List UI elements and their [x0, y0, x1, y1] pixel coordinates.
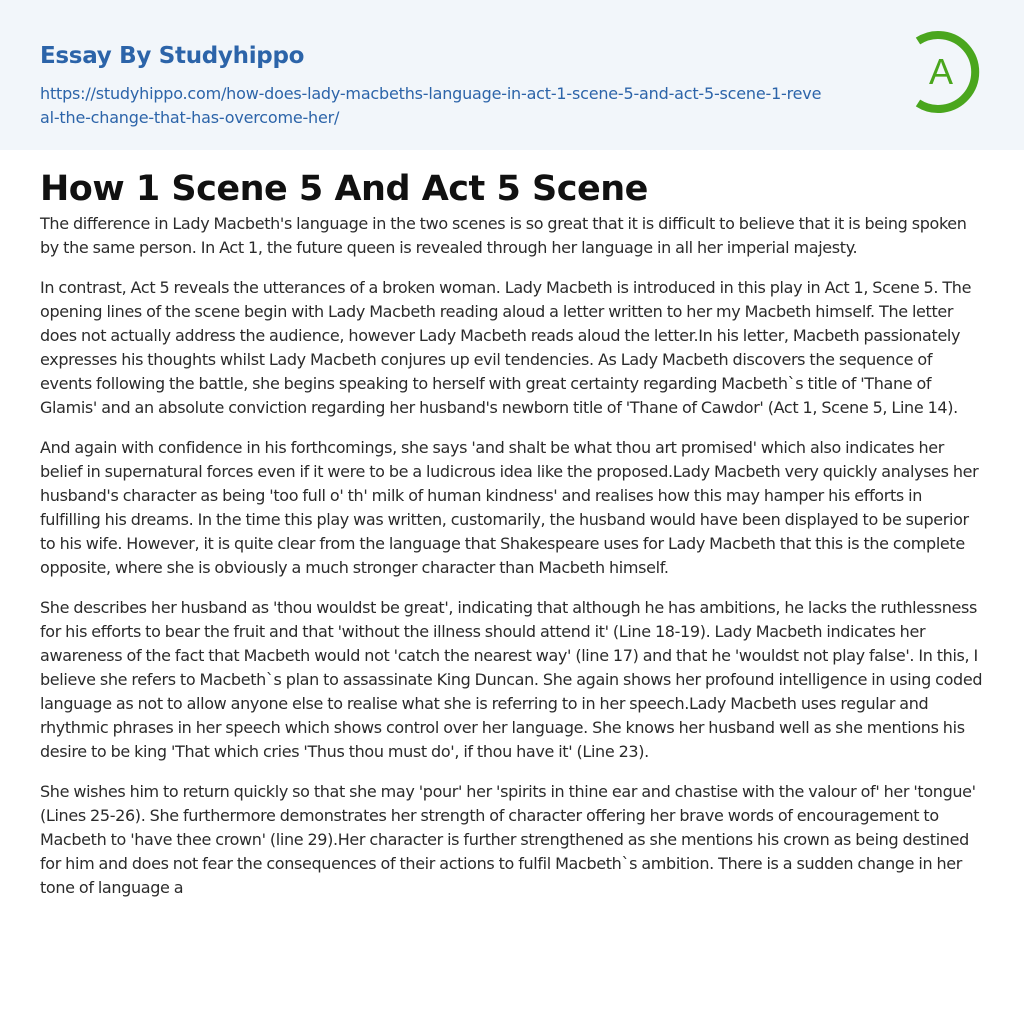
essay-paragraph: In contrast, Act 5 reveals the utterances of a broken woman. Lady Macbeth is introduced in this play in Act 1, Scene 5. The opening lines of the scene begin with Lady Macbeth reading aloud a letter written to her my Macbeth himself. The letter does not actually address the audience, however Lady Macbeth reads aloud the letter.In his letter, Macbeth passionately expresses his thoughts whilst Lady Macbeth conjures up evil tendencies. As Lady Macbeth discovers the sequence of events following the battle, she begins speaking to herself with great certainty regarding Macbeth`s title of 'Thane of Glamis' and an absolute conviction regarding her husband's newborn title of 'Thane of Cawdor' (Act 1, Scene 5, Line 14).	[40, 278, 972, 417]
page-title: How 1 Scene 5 And Act 5 Scene	[40, 169, 648, 209]
essay-paragraph: The difference in Lady Macbeth's language in the two scenes is so great that it is difficult to believe that it is being spoken by the same person. In Act 1, the future queen is revealed through her language in all her imperial majesty.	[40, 214, 967, 257]
essay-body	[40, 212, 984, 900]
essay-paragraph: And again with confidence in his forthcomings, she says 'and shalt be what thou art promised' which also indicates her belief in supernatural forces even if it were to be a ludicrous idea like the proposed.Lady Macbeth very quickly analyses her husband's character as being 'too full o' th' milk of human kindness' and realises how this may hamper his efforts in fulfilling his dreams. In the time this play was written, customarily, the husband would have been displayed to be superior to his wife. However, it is quite clear from the language that Shakespeare uses for Lady Macbeth that this is the complete opposite, where she is obviously a much stronger character than Macbeth himself.	[40, 438, 979, 577]
studyhippo-logo-icon[interactable]	[908, 27, 990, 117]
essay-paragraph: She wishes him to return quickly so that she may 'pour' her 'spirits in thine ear and chastise with the valour of' her 'tongue' (Lines 25-26). She furthermore demonstrates her strength of character offering her brave words of encouragement to Macbeth to 'have thee crown' (line 29).Her character is further strengthened as she mentions his crown as being destined for him and does not fear the consequences of their actions to fulfil Macbeth`s ambition. There is a sudden change in her tone of language a	[40, 782, 976, 897]
article	[0, 168, 1024, 900]
logo-letter: A	[928, 51, 954, 92]
source-url-link[interactable]: https://studyhippo.com/how-does-lady-macbeths-language-in-act-1-scene-5-and-act-5-scene-1-reveal-the-change-that-has-overcome-her/	[40, 84, 822, 127]
site-title: Essay By Studyhippo	[40, 43, 305, 69]
essay-paragraph: She describes her husband as 'thou wouldst be great', indicating that although he has ambitions, he lacks the ruthlessness for his efforts to bear the fruit and that 'without the illness should attend it' (Line 18-19). Lady Macbeth indicates her awareness of the fact that Macbeth would not 'catch the nearest way' (line 17) and that he 'wouldst not play false'. In this, I believe she refers to Macbeth`s plan to assassinate King Duncan. She again shows her profound intelligence in using coded language as not to allow anyone else to realise what she is referring to in her speech.Lady Macbeth uses regular and rhythmic phrases in her speech which shows control over her language. She knows her husband well as she mentions his desire to be king 'That which cries 'Thus thou must do', if thou have it' (Line 23).	[40, 598, 983, 761]
page-header	[0, 0, 1024, 150]
